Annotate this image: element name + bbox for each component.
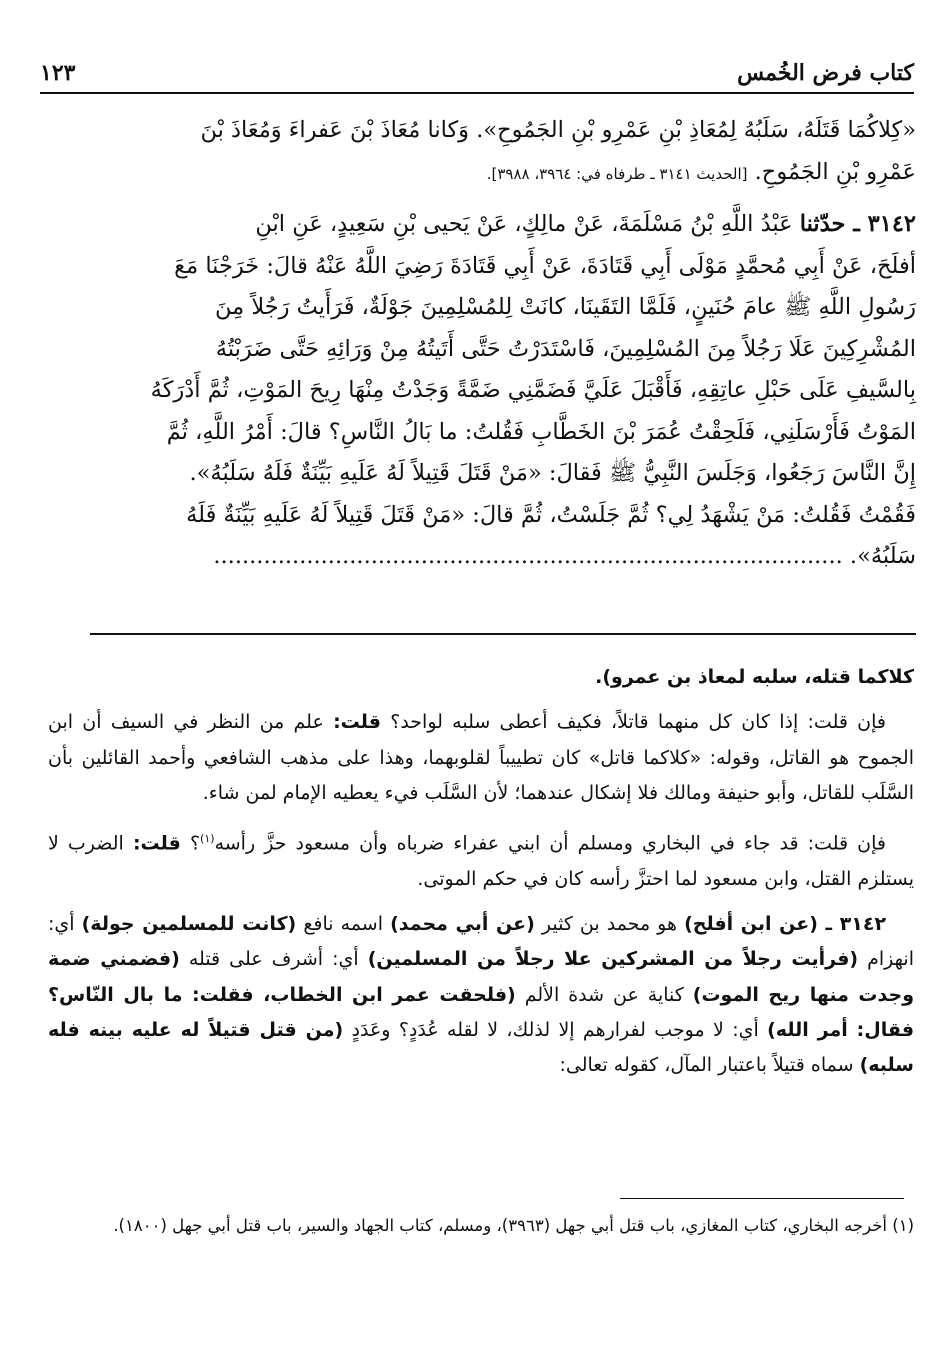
footnote-marker: (١): [200, 832, 215, 846]
footnote-text: (١) أخرجه البخاري، كتاب المغازي، باب قتل أبي جهل (٣٩٦٣)، ومسلم، كتاب الجهاد والسير، باب قتل أبي جهل (١٨٠٠).: [113, 1216, 914, 1235]
commentary-paragraph: [48, 907, 914, 1083]
hadith-line: المُشْرِكِينَ عَلَا رَجُلاً مِنَ المُسْلِمِينَ، فَاسْتَدَرْتُ حَتَّى أَتَيتُهُ مِنْ وَرَائِهِ حَتَّى ضَرَبْتُهُ: [215, 335, 916, 362]
commentary-text: أي: لا موجب لفرارهم إلا لذلك، لا لقله عُدَدٍ؟ وعَدَدٍ: [351, 1019, 759, 1041]
commentary-bold: (عن أبي محمد): [390, 913, 535, 936]
book-title: كتاب فرض الخُمس: [737, 60, 914, 86]
footnote-block: [48, 1210, 914, 1241]
commentary-text: ؟: [189, 832, 201, 855]
hadith-continuation-text: عَمْرِو بْنِ الجَمُوحِ.: [754, 158, 916, 185]
commentary-text: سماه قتيلاً باعتبار المآل، كقوله تعالى:: [559, 1054, 854, 1077]
commentary-bold: (فضمني ضمة وجدت منها ريح الموت): [48, 948, 914, 1006]
page-number: ١٢٣: [40, 60, 76, 86]
hadith-line-text: سَلَبُهُ».: [849, 543, 916, 569]
running-header: [40, 52, 914, 94]
hadith-reference: [الحديث ٣١٤١ ـ طرفاه في: ٣٩٦٤، ٣٩٨٨].: [486, 164, 748, 183]
commentary-text: هو محمد بن كثير: [541, 913, 677, 936]
commentary-heading: [48, 660, 914, 695]
commentary-bold: (فلحقت عمر ابن الخطاب، فقلت: ما بال النّاس؟ فقال: أمر الله): [48, 983, 915, 1041]
hadith-line: [50, 204, 916, 246]
hadith-text-block: [50, 110, 916, 578]
commentary-text: أي: أشرف على قتله: [188, 948, 359, 971]
dotted-filler: ........................................................................................: [213, 543, 843, 569]
section-divider: [90, 633, 916, 635]
footnote-separator: [620, 1198, 904, 1199]
commentary-bold: (كانت للمسلمين جولة): [81, 913, 297, 936]
hadith-line: فَقُمْتُ فَقُلتُ: مَنْ يَشْهَدُ لِي؟ ثُمَّ جَلَسْتُ، ثُمَّ قالَ: «مَنْ قَتَلَ قَتِيلاً لَهُ عَلَيهِ بَيِّنَةٌ فَلَهُ: [186, 501, 916, 528]
commentary-text: اسمه نافع: [303, 913, 384, 936]
commentary-text: أي: انهزام: [48, 913, 914, 971]
hadith-continuation-line: [50, 152, 916, 196]
commentary-paragraph: [48, 705, 914, 811]
hadith-line: أفلَحَ، عَنْ أَبِي مُحمَّدٍ مَوْلَى أَبِي قَتَادَةَ، عَنْ أَبِي قَتَادَةَ رَضِيَ اللَّهُ عَنْهُ قالَ: خَرَجْنَا مَعَ: [174, 252, 916, 279]
hadith-line: بِالسَّيفِ عَلَى حَبْلِ عاتِقِهِ، فَأَقْبَلَ عَلَيَّ فَضَمَّنِي ضَمَّةً وَجَدْتُ مِنْهَا رِيحَ المَوْتِ، ثُمَّ أَدْرَكَهُ: [150, 377, 916, 403]
commentary-bold: (من قتل قتيلاً له عليه بينه فله سلبه): [48, 1019, 914, 1077]
hadith-line: المَوْتُ فَأَرْسَلَنِي، فَلَحِقْتُ عُمَرَ بْنَ الخَطَّابِ فَقُلتُ: ما بَالُ النَّاسِ؟ قالَ: أَمْرُ اللَّهِ، ثُمَّ: [166, 418, 916, 445]
commentary-bold: ٣١٤٢ ـ (عن ابن أفلح): [684, 913, 887, 936]
hadith-line: رَسُولِ اللَّهِ ﷺ عامَ حُنَينٍ، فَلَمَّا التَقَينَا، كانَتْ لِلمُسْلِمِينَ جَوْلَةٌ، فَرَأَيتُ رَجُلاً مِنَ: [215, 294, 916, 320]
commentary-text: فإن قلت: إذا كان كل منهما قاتلاً، فكيف أعطى سلبه لواحد؟: [390, 711, 887, 734]
commentary-text: الضرب لا يستلزم القتل، وابن مسعود لما احتزَّ رأسه كان في حكم الموتى.: [48, 832, 914, 890]
hadith-continuation-line: «كِلاكُمَا قَتَلَهُ، سَلَبُهُ لِمُعَاذِ بْنِ عَمْرِو بْنِ الجَمُوحِ». وَكانا مُعَاذَ بْنَ عَفراءَ وَمُعَاذَ بْنَ: [200, 117, 916, 143]
hadith-line: إِنَّ النَّاسَ رَجَعُوا، وَجَلَسَ النَّبِيُّ ﷺ فَقالَ: «مَنْ قَتَلَ قَتِيلاً لَهُ عَلَيهِ بَيِّنَةٌ فَلَهُ سَلَبُهُ».: [189, 460, 916, 486]
commentary-paragraph: [48, 821, 914, 897]
commentary-bold: (فرأيت رجلاً من المشركين علا رجلاً من المسلمين): [367, 948, 859, 971]
commentary-text: علم من النظر في السيف أن ابن الجموح هو القاتل، وقوله: «كلاكما قاتل» كان تطييباً لقلوبهما، وهذا على مذهب الشافعي وأحمد القائلين بأن السَّلَب للقاتل، وأبو حنيفة ومالك فلا إشكال عندهما؛ لأن السَّلَب فيء يعطيه الإمام لمن شاء.: [48, 711, 914, 804]
hadith-number: ٣١٤٢ ـ حدّثنا: [799, 211, 916, 237]
commentary-text: فإن قلت: قد جاء في البخاري ومسلم أن ابني عفراء ضرباه وأن مسعود حزَّ رأسه: [214, 832, 886, 855]
hadith-line: [50, 536, 916, 578]
commentary-bold: قلت:: [132, 832, 181, 855]
commentary-block: [48, 660, 914, 1094]
commentary-bold: قلت:: [333, 711, 381, 734]
commentary-heading-text: كلاكما قتله، سلبه لمعاذ بن عمرو).: [595, 666, 914, 688]
commentary-text: كناية عن شدة الألم: [524, 983, 684, 1006]
hadith-line-text: عَبْدُ اللَّهِ بْنُ مَسْلَمَةَ، عَنْ مالِكٍ، عَنْ يَحيى بْنِ سَعِيدٍ، عَنِ ابْنِ: [255, 211, 793, 237]
